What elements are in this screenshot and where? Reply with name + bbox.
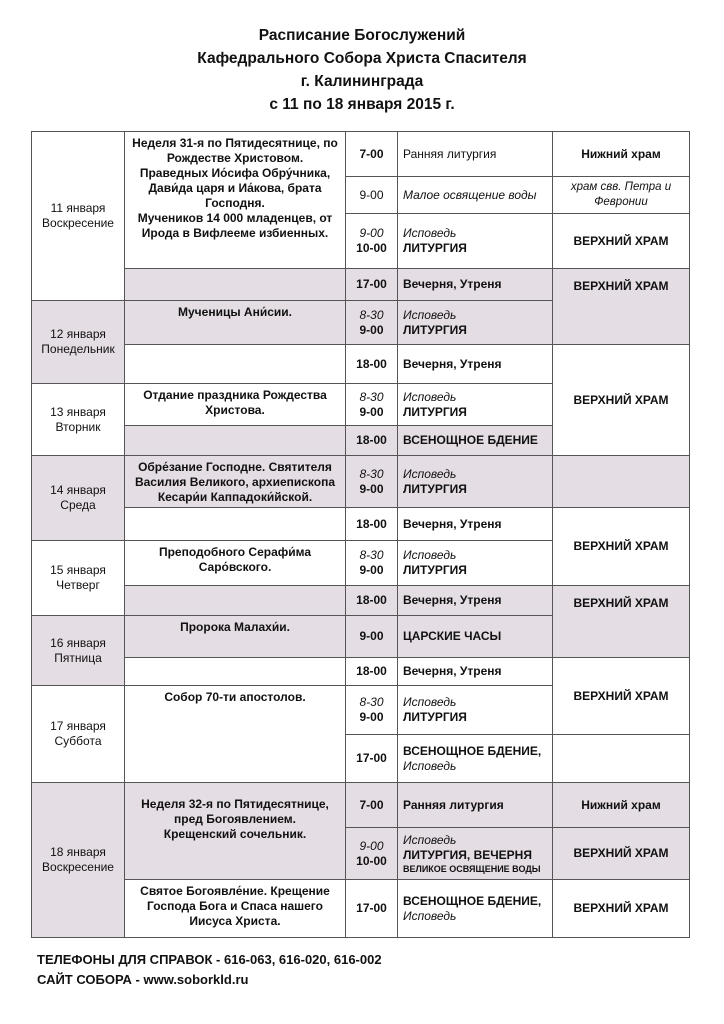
feast-line: Собор 70-ти апостолов.: [164, 690, 306, 704]
feast-line: Отдание праздника Рождества: [143, 388, 327, 402]
service: ЛИТУРГИЯ, ВЕЧЕРНЯ: [403, 847, 532, 862]
feast-cell: [125, 301, 346, 345]
feast-cell: [125, 132, 346, 269]
table-row: [32, 132, 690, 177]
time: 8-30: [359, 307, 384, 322]
time-cell: [346, 132, 398, 177]
time-cell: [346, 783, 398, 828]
feast-cell: [125, 616, 346, 658]
table-row: [32, 456, 690, 508]
time: 9-00: [359, 187, 384, 202]
service-cell: [398, 384, 553, 426]
feast-cell: [125, 269, 346, 301]
feast-line: Мучеников 14 000 младенцев, от: [137, 211, 333, 225]
service: ЛИТУРГИЯ: [403, 563, 467, 577]
table-row: [32, 269, 690, 301]
time-cell: [346, 586, 398, 616]
feast-cell: [125, 456, 346, 508]
day-date: 15 января: [50, 563, 106, 577]
day-weekday: Пятница: [54, 650, 102, 665]
service-cell: [398, 214, 553, 269]
time: 10-00: [356, 853, 387, 868]
feast-cell: [125, 783, 346, 880]
service: Вечерня, Утреня: [403, 277, 502, 291]
table-row: [32, 586, 690, 616]
time-cell: [346, 384, 398, 426]
temple-cell: Нижний храм: [553, 132, 690, 177]
day-date: 13 января: [50, 404, 106, 419]
time: 8-30: [359, 389, 384, 404]
service: Исповедь: [403, 466, 457, 481]
service: Исповедь: [403, 548, 457, 562]
service-cell: [398, 345, 553, 384]
title-line-4: с 11 по 18 января 2015 г.: [269, 96, 455, 113]
service-cell: [398, 735, 553, 783]
time-cell: [346, 658, 398, 686]
time-cell: [346, 345, 398, 384]
time: 18-00: [356, 433, 387, 447]
time-cell: [346, 456, 398, 508]
service: Исповедь: [403, 389, 457, 404]
service-cell: [398, 686, 553, 735]
service: Ранняя литургия: [403, 146, 497, 161]
day-cell: [32, 783, 125, 938]
time: 10-00: [356, 241, 387, 255]
day-weekday: Понедельник: [41, 342, 115, 356]
feast-cell: [125, 345, 346, 384]
temple-cell: ВЕРХНИЙ ХРАМ: [553, 586, 690, 658]
time-cell: [346, 177, 398, 214]
service: Вечерня, Утреня: [403, 356, 502, 371]
service: ЛИТУРГИЯ: [403, 322, 467, 337]
feast-line: Господа Бога и Спаса нашего: [147, 899, 323, 913]
time-cell: [346, 508, 398, 541]
time-cell: [346, 301, 398, 345]
service-cell: [398, 177, 553, 214]
feast-line: Кесари́и Каппадоки́йской.: [157, 490, 313, 504]
day-weekday: Суббота: [54, 734, 102, 748]
feast-cell: [125, 426, 346, 456]
temple-cell: ВЕРХНИЙ ХРАМ: [553, 345, 690, 456]
time: 9-00: [359, 629, 384, 643]
service-cell: [398, 828, 553, 880]
site-link[interactable]: www.soborkld.ru: [143, 972, 249, 987]
feast-line: Преподобного Серафи́ма: [158, 545, 312, 559]
time: 8-30: [359, 695, 384, 709]
footer: [37, 950, 382, 990]
table-row: [32, 783, 690, 828]
feast-line: Святое Богоявле́ние. Крещение: [140, 884, 330, 898]
title-line-2: Кафедрального Собора Христа Спасителя: [197, 50, 527, 67]
phones-line: ТЕЛЕФОНЫ ДЛЯ СПРАВОК - 616-063, 616-020, 616-002: [37, 952, 382, 967]
feast-cell: [125, 541, 346, 586]
time: 18-00: [356, 356, 387, 371]
title-line-1: Расписание Богослужений: [258, 27, 466, 44]
day-date: 14 января: [50, 483, 106, 497]
feast-cell: [125, 880, 346, 938]
time: 9-00: [359, 563, 384, 577]
temple-cell: ВЕРХНИЙ ХРАМ: [553, 214, 690, 269]
feast-line: Иисуса Христа.: [189, 914, 281, 928]
service-cell: [398, 269, 553, 301]
feast-line: Ирода в Вифлееме избиенных.: [141, 226, 329, 240]
service-cell: [398, 616, 553, 658]
feast-line: Пророка Малахи́и.: [180, 620, 290, 634]
day-date: 11 января: [50, 201, 106, 215]
service: Ранняя литургия: [403, 797, 504, 812]
service-cell: [398, 508, 553, 541]
feast-cell: [125, 384, 346, 426]
table-row: [32, 508, 690, 541]
service: ЛИТУРГИЯ: [403, 241, 467, 255]
service: Вечерня, Утреня: [403, 664, 502, 678]
table-row: [32, 345, 690, 384]
temple-cell: ВЕРХНИЙ ХРАМ: [553, 658, 690, 735]
time: 9-00: [359, 481, 384, 496]
temple-cell: ВЕРХНИЙ ХРАМ: [553, 880, 690, 938]
feast-cell: [125, 508, 346, 541]
feast-line: Саро́вского.: [198, 560, 272, 574]
service-cell: [398, 880, 553, 938]
service-cell: [398, 586, 553, 616]
service: Вечерня, Утреня: [403, 593, 502, 607]
time: 9-00: [359, 710, 384, 724]
service: ЛИТУРГИЯ: [403, 710, 467, 724]
temple-cell: храм свв. Петра и Февронии: [553, 177, 690, 214]
schedule-table: [31, 131, 690, 938]
time: 8-30: [359, 548, 384, 562]
time-cell: [346, 735, 398, 783]
service: ЦАРСКИЕ ЧАСЫ: [403, 629, 502, 643]
day-date: 12 января: [50, 327, 106, 341]
time-cell: [346, 269, 398, 301]
time-cell: [346, 616, 398, 658]
feast-cell: [125, 686, 346, 783]
time-cell: [346, 828, 398, 880]
service: ВСЕНОЩНОЕ БДЕНИЕ,: [403, 743, 542, 758]
time: 9-00: [359, 838, 384, 853]
day-cell: [32, 301, 125, 384]
time-cell: [346, 541, 398, 586]
day-date: 17 января: [50, 719, 106, 733]
day-cell: [32, 384, 125, 456]
time-cell: [346, 686, 398, 735]
service-cell: [398, 658, 553, 686]
feast-line: Господня.: [205, 196, 265, 210]
time-cell: [346, 214, 398, 269]
time: 18-00: [356, 664, 387, 678]
service: Исповедь: [403, 226, 457, 240]
time: 9-00: [359, 404, 384, 419]
time: 9-00: [359, 322, 384, 337]
temple-cell: ВЕРХНИЙ ХРАМ: [553, 269, 690, 345]
time: 7-00: [359, 797, 384, 812]
time: 17-00: [356, 277, 387, 291]
temple-cell: [553, 456, 690, 508]
service-cell: [398, 783, 553, 828]
service: Малое освящение воды: [403, 187, 537, 202]
site-label: САЙТ СОБОРА -: [37, 972, 140, 987]
day-cell: [32, 541, 125, 616]
service-cell: [398, 426, 553, 456]
day-cell: [32, 132, 125, 301]
time: 9-00: [359, 226, 384, 240]
time-cell: [346, 880, 398, 938]
service: ВСЕНОЩНОЕ БДЕНИЕ: [403, 433, 538, 447]
service: Исповедь: [403, 908, 457, 923]
site-line: [37, 970, 382, 990]
title-line-3: г. Калининграда: [300, 73, 424, 90]
page-title: [0, 24, 724, 116]
temple-cell: Нижний храм: [553, 783, 690, 828]
service: ЛИТУРГИЯ: [403, 481, 467, 496]
service-note: ВЕЛИКОЕ ОСВЯЩЕНИЕ ВОДЫ: [403, 863, 541, 874]
day-cell: [32, 456, 125, 541]
time-cell: [346, 426, 398, 456]
feast-line: Христова.: [205, 403, 265, 417]
service: ВСЕНОЩНОЕ БДЕНИЕ,: [403, 893, 542, 908]
temple-cell: ВЕРХНИЙ ХРАМ: [553, 828, 690, 880]
service: Вечерня, Утреня: [403, 516, 502, 531]
time: 17-00: [356, 901, 387, 915]
service: ЛИТУРГИЯ: [403, 404, 467, 419]
day-date: 16 января: [50, 635, 106, 650]
time: 7-00: [359, 146, 384, 161]
service: Исповедь: [403, 832, 457, 847]
service-cell: [398, 456, 553, 508]
day-weekday: Воскресение: [42, 860, 114, 874]
feast-line: Обре́зание Господне. Святителя: [138, 460, 332, 474]
day-cell: [32, 686, 125, 783]
feast-line: Василия Великого, архиепископа: [134, 475, 336, 489]
feast-line: Крещенский сочельник.: [163, 827, 307, 841]
table-row: [32, 658, 690, 686]
service: Исповедь: [403, 307, 457, 322]
feast-line: Праведных Ио́сифа Обру́чника,: [139, 166, 331, 180]
temple-cell: [553, 735, 690, 783]
service-cell: [398, 541, 553, 586]
table-row: [32, 880, 690, 938]
feast-line: Рождестве Христовом.: [166, 151, 304, 165]
feast-line: Дави́да царя и Иа́кова, брата: [148, 181, 322, 195]
day-cell: [32, 616, 125, 686]
temple-cell: ВЕРХНИЙ ХРАМ: [553, 508, 690, 586]
service: Исповедь: [403, 695, 457, 709]
day-weekday: Четверг: [56, 578, 100, 592]
time: 18-00: [356, 516, 387, 531]
service-cell: [398, 132, 553, 177]
day-weekday: Среда: [60, 498, 96, 512]
day-date: 18 января: [50, 845, 106, 859]
feast-line: Неделя 31-я по Пятидесятнице, по: [132, 136, 338, 150]
day-weekday: Воскресение: [42, 216, 114, 230]
day-weekday: Вторник: [55, 419, 101, 434]
service: Исповедь: [403, 758, 457, 773]
service-cell: [398, 301, 553, 345]
time: 17-00: [356, 751, 387, 765]
time: 18-00: [356, 593, 387, 607]
feast-line: Мученицы Ани́сии.: [178, 305, 292, 319]
feast-cell: [125, 658, 346, 686]
feast-line: пред Богоявлением.: [174, 812, 296, 826]
time: 8-30: [359, 466, 384, 481]
feast-cell: [125, 586, 346, 616]
feast-line: Неделя 32-я по Пятидесятнице,: [141, 797, 329, 811]
